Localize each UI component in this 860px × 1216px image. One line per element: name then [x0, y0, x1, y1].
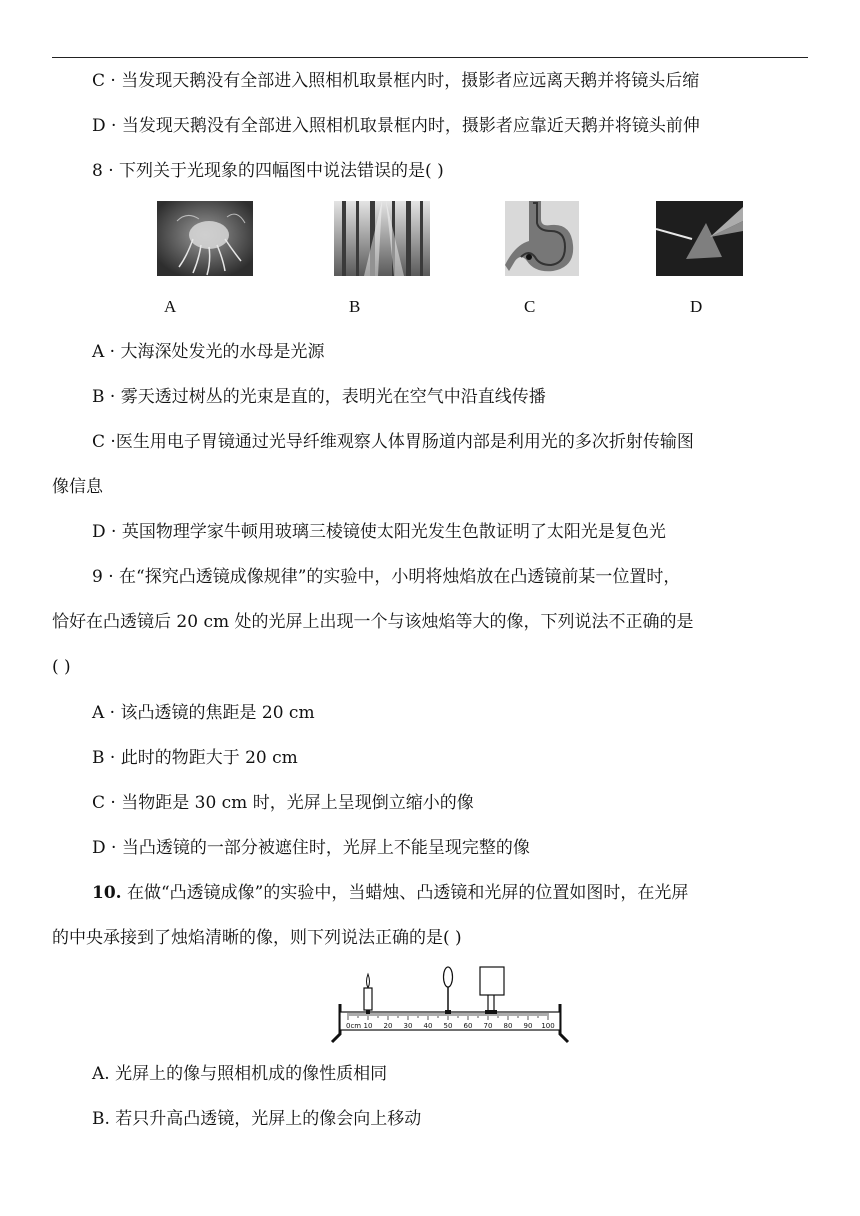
- forest-light-photo: [334, 201, 430, 276]
- q9-stem-line1: 9 · 在“探究凸透镜成像规律”的实验中，小明将烛焰放在凸透镜前某一位置时，: [92, 567, 681, 587]
- ruler-tick-label: 40: [423, 1022, 433, 1030]
- prism-dispersion-photo: [656, 201, 743, 276]
- q10-option-b: B. 若只升高凸透镜，光屏上的像会向上移动: [92, 1109, 422, 1129]
- q8-option-c-line1: C ·医生用电子胃镜通过光导纤维观察人体胃肠道内部是利用光的多次折射传输图: [92, 432, 694, 452]
- light-screen: [480, 967, 504, 1014]
- q8-stem: [92, 160, 444, 182]
- figure-label-c: C: [524, 297, 536, 316]
- q10-stem-line1: [92, 882, 688, 904]
- ruler-tick-label: 90: [523, 1022, 533, 1030]
- ruler-tick-label: 100: [541, 1022, 555, 1030]
- q9-stem-line3: ( ): [52, 657, 71, 677]
- figure-label-d: D: [690, 297, 703, 316]
- ruler-tick-label: 50: [443, 1022, 453, 1030]
- q7-option-c: C · 当发现天鹅没有全部进入照相机取景框内时，摄影者应远离天鹅并将镜头后缩: [92, 71, 700, 91]
- q8-option-b: B · 雾天透过树丛的光束是直的，表明光在空气中沿直线传播: [92, 387, 546, 407]
- q7-option-d: D · 当发现天鹅没有全部进入照相机取景框内时，摄影者应靠近天鹅并将镜头前伸: [92, 116, 700, 136]
- ruler-tick-label: 60: [463, 1022, 473, 1030]
- candle: [364, 974, 372, 1014]
- q8-option-d: D · 英国物理学家牛顿用玻璃三棱镜使太阳光发生色散证明了太阳光是复色光: [92, 522, 666, 542]
- jellyfish-photo: [157, 201, 253, 276]
- q8-stem-text: 8 · 下列关于光现象的四幅图中说法错误的是( ): [92, 161, 444, 181]
- left-support: [332, 1004, 340, 1042]
- convex-lens: [444, 967, 453, 1014]
- q9-option-c: C · 当物距是 30 cm 时，光屏上呈现倒立缩小的像: [92, 793, 474, 813]
- q8-option-a: A · 大海深处发光的水母是光源: [92, 342, 325, 362]
- ruler-tick-label: 70: [483, 1022, 493, 1030]
- ruler-tick-label: 20: [383, 1022, 393, 1030]
- ruler-tick-label: 10: [363, 1022, 373, 1030]
- q10-number: 10.: [92, 883, 122, 903]
- ruler-tick-label: 30: [403, 1022, 413, 1030]
- q8-option-c-line2: 像信息: [52, 477, 103, 497]
- q9-stem-line2: 恰好在凸透镜后 20 cm 处的光屏上出现一个与该烛焰等大的像，下列说法不正确的是: [52, 612, 694, 632]
- q9-option-a: A · 该凸透镜的焦距是 20 cm: [92, 703, 315, 723]
- right-support: [560, 1004, 568, 1042]
- q10-stem-text: 在做“凸透镜成像”的实验中，当蜡烛、凸透镜和光屏的位置如图时，在光屏: [121, 883, 689, 903]
- q9-option-d: D · 当凸透镜的一部分被遮住时，光屏上不能呈现完整的像: [92, 838, 530, 858]
- header-rule: [52, 57, 808, 58]
- figure-label-a: A: [164, 297, 177, 316]
- optical-bench-diagram: [330, 962, 572, 1046]
- ruler-tick-label: 80: [503, 1022, 513, 1030]
- ruler-tick-label: 0cm: [346, 1022, 362, 1030]
- figure-label-b: B: [349, 297, 361, 316]
- q10-stem-line2: 的中央承接到了烛焰清晰的像，则下列说法正确的是( ): [52, 928, 462, 948]
- q9-option-b: B · 此时的物距大于 20 cm: [92, 748, 298, 768]
- q10-option-a: A. 光屏上的像与照相机成的像性质相同: [92, 1064, 388, 1084]
- stomach-endoscope-image: [505, 201, 579, 276]
